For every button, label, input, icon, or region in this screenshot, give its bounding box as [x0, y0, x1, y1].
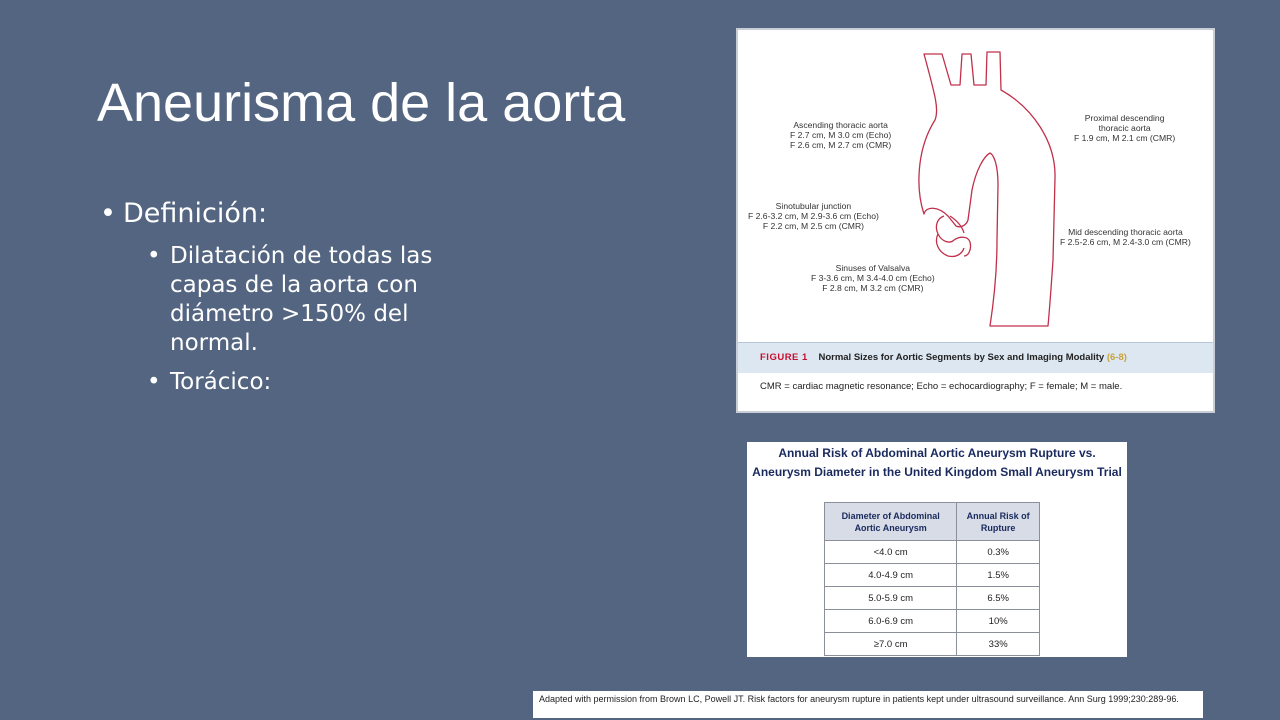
- label-line: F 3-3.6 cm, M 3.4-4.0 cm (Echo): [811, 273, 935, 283]
- header-risk: Annual Risk of Rupture: [957, 503, 1040, 541]
- bullet-text: Definición:: [123, 198, 268, 229]
- cell-diameter: <4.0 cm: [825, 541, 957, 564]
- label-line: Mid descending thoracic aorta: [1068, 227, 1183, 237]
- label-line: F 2.6-3.2 cm, M 2.9-3.6 cm (Echo): [748, 211, 879, 221]
- cell-risk: 0.3%: [957, 541, 1040, 564]
- label-line: F 2.7 cm, M 3.0 cm (Echo): [790, 130, 892, 140]
- table-row: [825, 541, 1040, 564]
- title-line: Annual Risk of Abdominal Aortic Aneurysm Rupture vs.: [778, 446, 1096, 460]
- cell-risk: 33%: [957, 633, 1040, 656]
- cell-risk: 6.5%: [957, 587, 1040, 610]
- label-line: F 2.5-2.6 cm, M 2.4-3.0 cm (CMR): [1060, 237, 1191, 247]
- header-diameter: Diameter of Abdominal Aortic Aneurysm: [825, 503, 957, 541]
- figure-reference: (6-8): [1106, 352, 1127, 363]
- label-sinotubular: [748, 201, 879, 231]
- table-header-row: [825, 503, 1040, 541]
- source-citation: Adapted with permission from Brown LC, Powell JT. Risk factors for aneurysm rupture in patients kept under ultrasound surveillance. Ann Surg 1999;230:289-96.: [533, 691, 1203, 718]
- title-line: Aneurysm Diameter in the United Kingdom Small Aneurysm Trial: [752, 465, 1122, 479]
- slide-title: Aneurisma de la aorta: [97, 73, 626, 133]
- figure-number: FIGURE 1: [760, 352, 808, 363]
- sub-bullet-text: Dilatación de todas las capas de la aorta con diámetro >150% del normal.: [170, 243, 433, 356]
- table-row: [825, 587, 1040, 610]
- label-proximal-descending: [1074, 113, 1175, 143]
- table-row: [825, 610, 1040, 633]
- label-valsalva: [811, 263, 935, 293]
- bullet-definicion: [100, 196, 500, 232]
- risk-table: [824, 502, 1040, 656]
- cell-risk: 1.5%: [957, 564, 1040, 587]
- cell-risk: 10%: [957, 610, 1040, 633]
- aorta-figure: [736, 28, 1215, 413]
- label-line: Sinuses of Valsalva: [835, 263, 911, 273]
- table-row: [825, 564, 1040, 587]
- bullet-list: [100, 196, 500, 397]
- figure-note: CMR = cardiac magnetic resonance; Echo = echocardiography; F = female; M = male.: [760, 381, 1123, 392]
- label-line: F 2.8 cm, M 3.2 cm (CMR): [822, 283, 924, 293]
- bullet-dot-icon: •: [147, 369, 161, 395]
- figure-caption-text: Normal Sizes for Aortic Segments by Sex and Imaging Modality: [818, 352, 1105, 363]
- cell-diameter: 5.0-5.9 cm: [825, 587, 957, 610]
- aorta-diagram-icon: [738, 30, 1213, 342]
- label-line: thoracic aorta: [1098, 123, 1151, 133]
- label-ascending: [790, 120, 891, 150]
- label-line: F 2.6 cm, M 2.7 cm (CMR): [790, 140, 892, 150]
- label-line: Sinotubular junction: [775, 201, 852, 211]
- bullet-dot-icon: •: [147, 243, 161, 269]
- label-mid-descending: [1060, 227, 1191, 247]
- cell-diameter: 6.0-6.9 cm: [825, 610, 957, 633]
- label-line: F 1.9 cm, M 2.1 cm (CMR): [1074, 133, 1176, 143]
- bullet-dot-icon: •: [100, 198, 116, 229]
- cell-diameter: 4.0-4.9 cm: [825, 564, 957, 587]
- label-line: Proximal descending: [1084, 113, 1165, 123]
- risk-table-panel: [747, 442, 1127, 657]
- table-row: [825, 633, 1040, 656]
- label-line: Ascending thoracic aorta: [793, 120, 888, 130]
- risk-table-title: [747, 444, 1127, 482]
- sub-bullet-dilatacion: [147, 242, 470, 358]
- figure-caption: [738, 342, 1213, 373]
- label-line: F 2.2 cm, M 2.5 cm (CMR): [762, 221, 865, 231]
- sub-bullet-toracico: [147, 368, 470, 397]
- sub-bullet-text: Torácico:: [170, 369, 272, 395]
- cell-diameter: ≥7.0 cm: [825, 633, 957, 656]
